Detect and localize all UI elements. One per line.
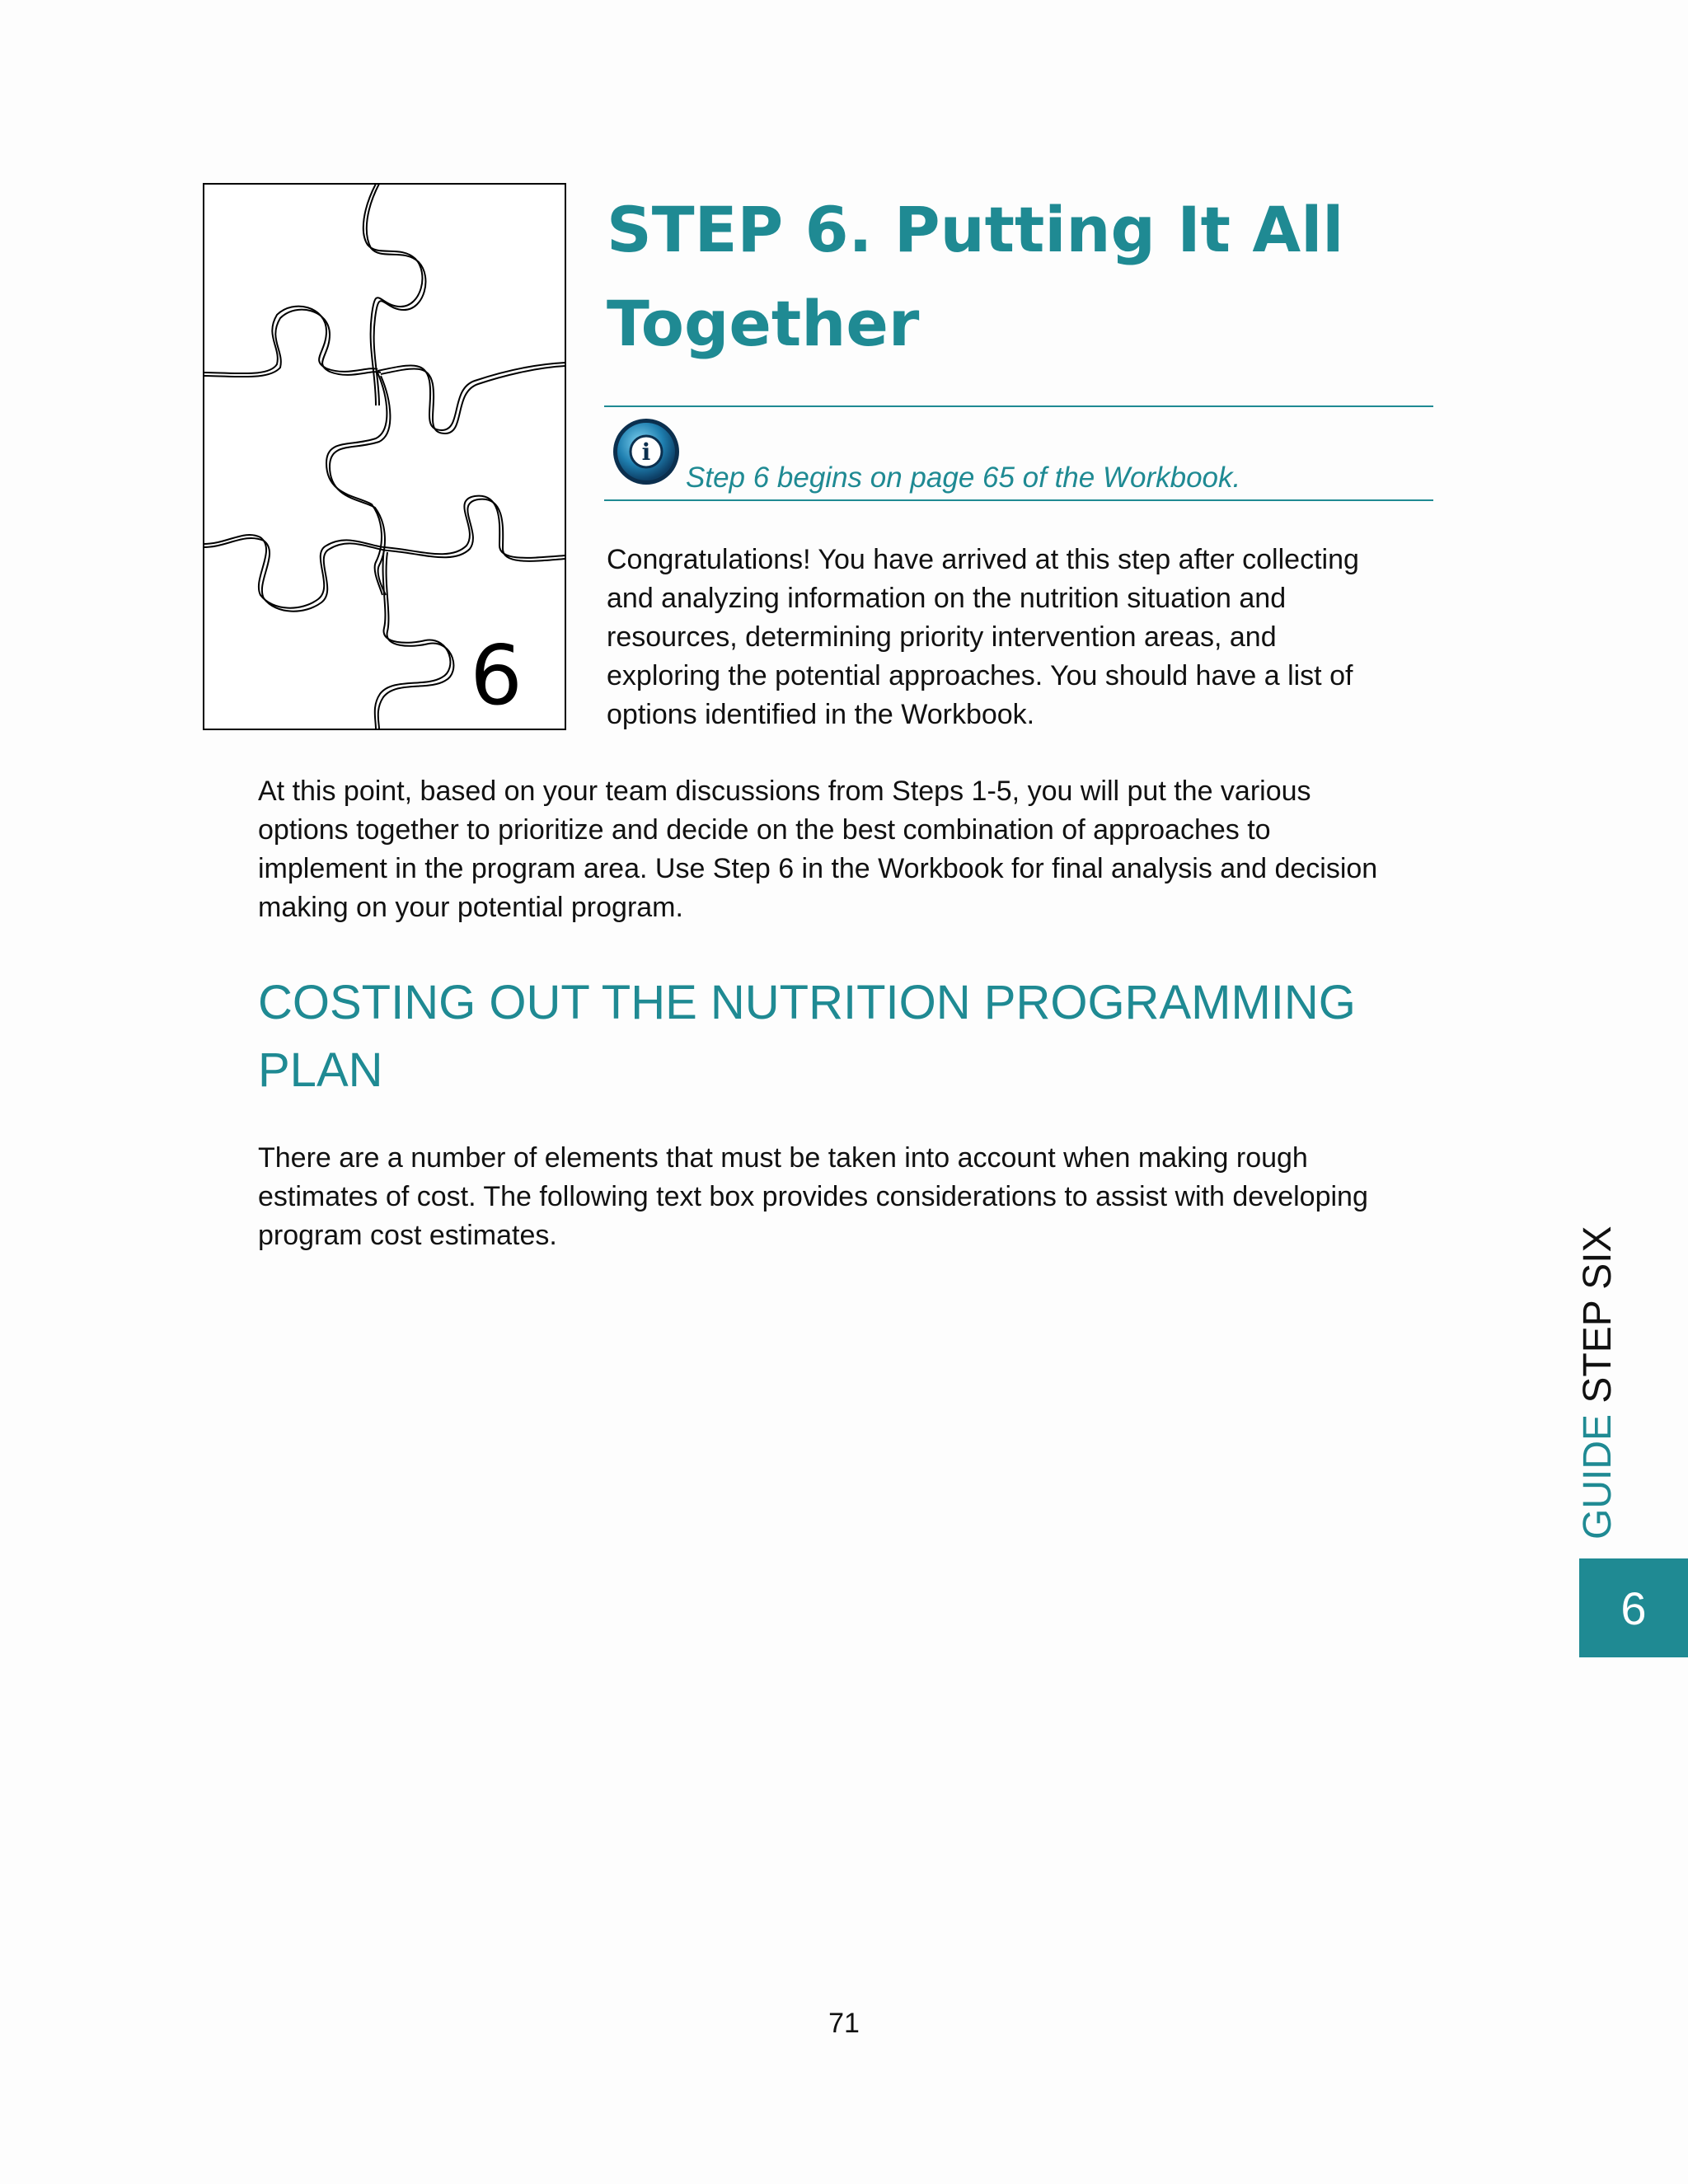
body-line: There are a number of elements that must be taken into account when making rough [258, 1142, 1308, 1174]
section-heading [258, 969, 1428, 1104]
section-heading-line-1: COSTING OUT THE NUTRITION PROGRAMMING [258, 976, 1356, 1029]
note-bottom-rule [604, 499, 1433, 501]
section-heading-line-2: PLAN [258, 1043, 383, 1097]
body-line: program cost estimates. [258, 1220, 557, 1251]
intro-line: Congratulations! You have arrived at this step after collecting [607, 544, 1359, 575]
body-line: options together to prioritize and decide on the best combination of approaches to [258, 814, 1271, 846]
body-line: making on your potential program. [258, 892, 683, 923]
body-paragraph-1 [258, 772, 1445, 927]
body-line: At this point, based on your team discussions from Steps 1-5, you will put the various [258, 776, 1311, 807]
intro-line: options identified in the Workbook. [607, 699, 1035, 730]
step-tab-number: 6 [1579, 1558, 1688, 1657]
intro-line: and analyzing information on the nutrition situation and [607, 583, 1287, 614]
svg-text:i: i [641, 438, 651, 466]
body-paragraph-2 [258, 1139, 1445, 1255]
puzzle-illustration [203, 183, 566, 730]
info-icon [612, 417, 681, 486]
puzzle-number: 6 [470, 627, 523, 724]
side-tab-step: STEP SIX [1576, 1226, 1620, 1404]
page-title-line-1: STEP 6. Putting It All [607, 193, 1344, 266]
workbook-note: Step 6 begins on page 65 of the Workbook. [686, 462, 1241, 494]
note-top-rule [604, 405, 1433, 407]
side-tab-label [1574, 1226, 1622, 1540]
side-tab-guide: GUIDE [1576, 1413, 1620, 1540]
page-title-line-2: Together [607, 287, 920, 360]
body-line: implement in the program area. Use Step 6 in the Workbook for final analysis and decision [258, 853, 1378, 884]
body-line: estimates of cost. The following text box provides considerations to assist with developing [258, 1181, 1368, 1212]
page-number: 71 [828, 2008, 860, 2039]
page-title [607, 183, 1431, 371]
intro-line: exploring the potential approaches. You should have a list of [607, 660, 1353, 691]
intro-paragraph [607, 541, 1439, 734]
intro-line: resources, determining priority intervention areas, and [607, 621, 1277, 653]
